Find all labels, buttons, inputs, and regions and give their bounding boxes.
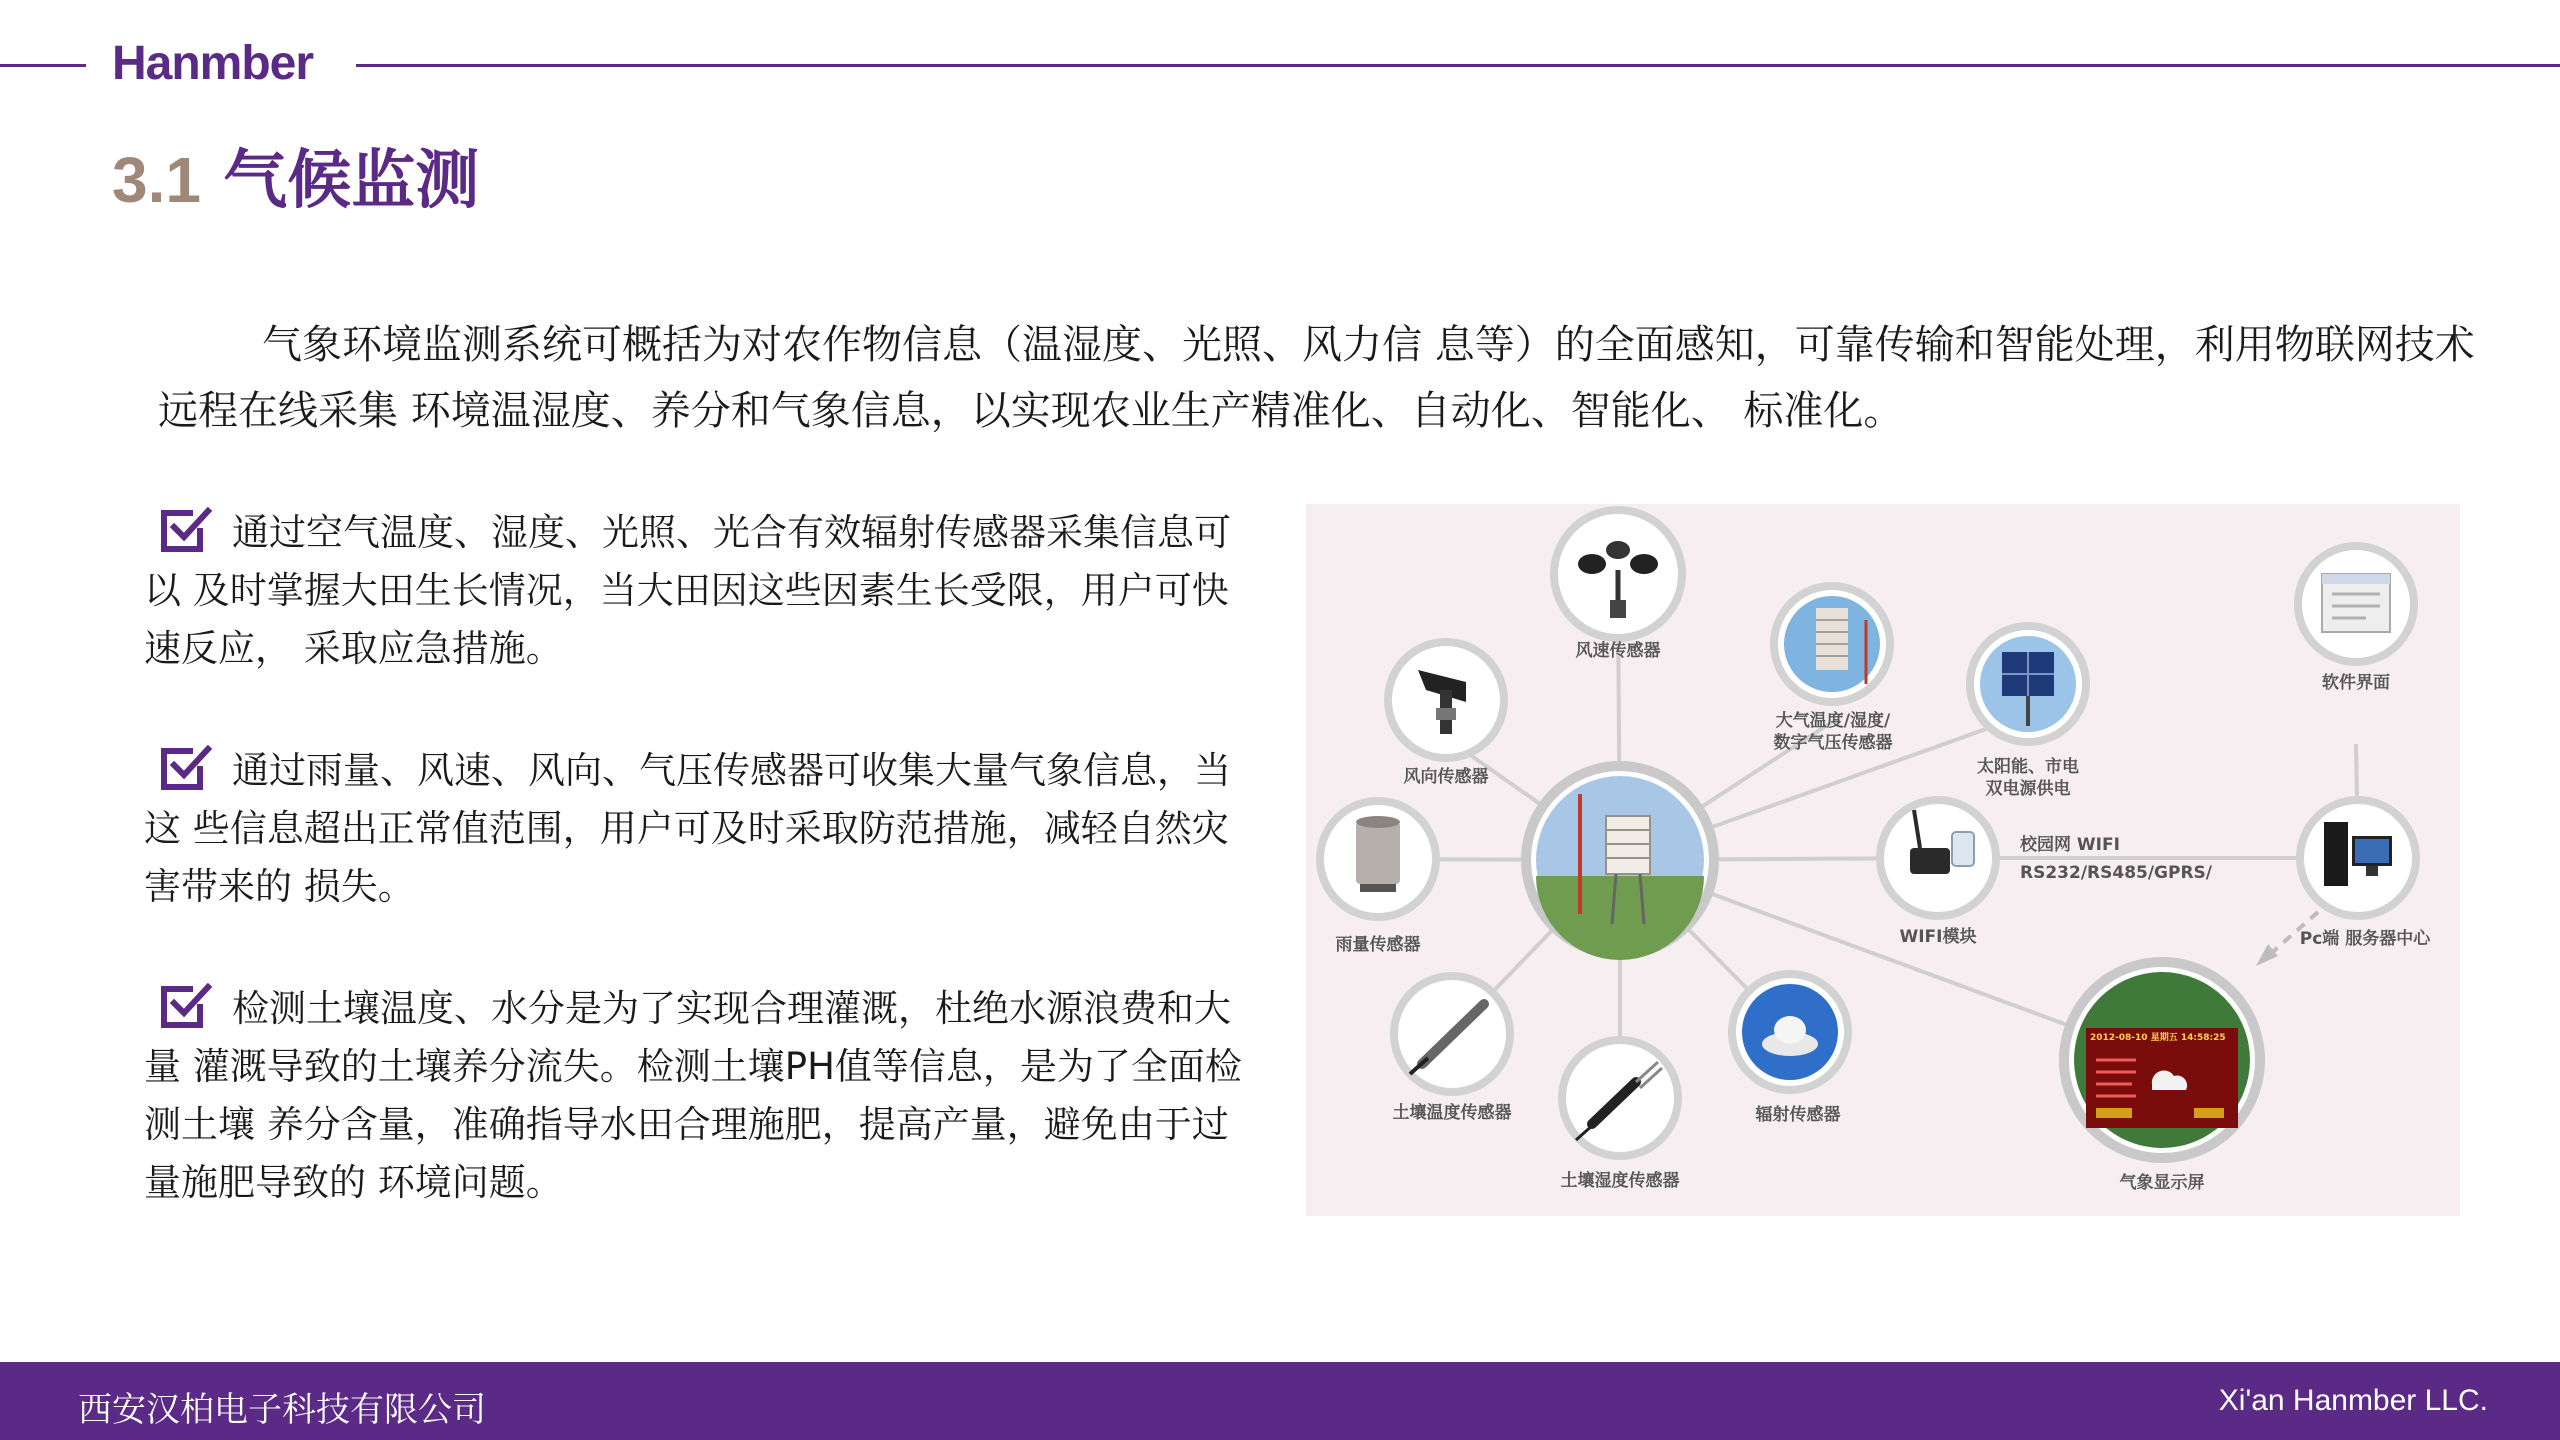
atmos-node xyxy=(1774,586,1890,702)
checkbox-icon xyxy=(160,983,214,1029)
label-soil-humidity: 土壤湿度传感器 xyxy=(1560,1171,1680,1191)
wifi-module-node xyxy=(1880,800,1996,916)
display-screen-text: 2012-08-10 星期五 14:58:25 xyxy=(2090,1033,2226,1043)
brand-logo: Hanmber xyxy=(112,37,314,90)
checkbox-icon xyxy=(160,507,214,553)
wind-direction-node xyxy=(1388,642,1504,758)
label-solar-line1: 太阳能、市电 xyxy=(1977,757,2079,777)
rain-node xyxy=(1320,801,1436,917)
section-number: 3.1 xyxy=(112,144,201,216)
label-wifi-module: WIFI模块 xyxy=(1899,927,1977,947)
bullet-text: 通过空气温度、湿度、光照、光合有效辐射传感器采集信息可以 及时掌握大田生长情况，当大田因这些因素生长受限，用户可快速反应， 采取应急措施。 xyxy=(144,511,1231,670)
radiation-node xyxy=(1732,974,1848,1090)
label-pc-server: Pc端 服务器中心 xyxy=(2299,929,2431,949)
bullet-text: 通过雨量、风速、风向、气压传感器可收集大量气象信息，当这 些信息超出正常值范围，用户可及时采取防范措施，减轻自然灾害带来的 损失。 xyxy=(144,749,1231,908)
bullet-text: 检测土壤温度、水分是为了实现合理灌溉，杜绝水源浪费和大量 灌溉导致的土壤养分流失。检测土壤PH值等信息，是为了全面检测土壤 养分含量，准确指导水田合理施肥，提高产量，避免由于过量施肥导致的 环境问题。 xyxy=(144,987,1242,1204)
intro-paragraph: 气象环境监测系统可概括为对农作物信息（温湿度、光照、风力信 息等）的全面感知，可靠传输和智能处理，利用物联网技术远程在线采集 环境温湿度、养分和气象信息，以实现农业生产精准化、自动化、智能化、 标准化。 xyxy=(158,322,2475,434)
soil-humidity-node xyxy=(1562,1040,1678,1156)
solar-node xyxy=(1970,626,2086,742)
bullet-item xyxy=(144,980,1254,1212)
footer-bar xyxy=(0,1362,2560,1440)
label-solar-line2: 双电源供电 xyxy=(1985,779,2071,799)
label-atmos-line2: 数字气压传感器 xyxy=(1773,733,1893,753)
label-software: 软件界面 xyxy=(2322,673,2390,693)
label-soil-temp: 土壤温度传感器 xyxy=(1392,1103,1512,1123)
arrow-head xyxy=(2256,944,2278,966)
label-rain: 雨量传感器 xyxy=(1335,935,1421,955)
bullet-item xyxy=(144,742,1254,916)
label-wind-direction: 风向传感器 xyxy=(1403,767,1489,787)
label-atmos-line1: 大气温度/湿度/ xyxy=(1775,711,1891,731)
pc-server-node xyxy=(2300,800,2416,916)
label-display: 气象显示屏 xyxy=(2119,1173,2205,1193)
checkbox-icon xyxy=(160,745,214,791)
header-rule-left xyxy=(0,64,86,67)
weather-station-node xyxy=(1526,766,1714,960)
software-ui-icon xyxy=(2322,574,2390,632)
rain-gauge-icon xyxy=(1356,816,1400,892)
section-title: 气候监测 xyxy=(223,144,480,218)
display-screen-node xyxy=(2064,962,2260,1158)
label-radiation: 辐射传感器 xyxy=(1755,1105,1841,1125)
software-node xyxy=(2298,546,2414,662)
bullet-item xyxy=(144,504,1254,678)
soil-temp-node xyxy=(1394,976,1510,1092)
system-diagram xyxy=(1306,504,2460,1216)
label-network-line1: 校园网 WIFI xyxy=(2020,835,2120,855)
page-title xyxy=(112,140,479,221)
label-wind-speed: 风速传感器 xyxy=(1575,641,1661,661)
label-network-line2: RS232/RS485/GPRS/ xyxy=(2020,863,2213,883)
footer-company-en: Xi'an Hanmber LLC. xyxy=(2218,1384,2488,1417)
bullet-list xyxy=(144,504,1254,1276)
wind-speed-node xyxy=(1554,510,1682,638)
footer-company-cn: 西安汉柏电子科技有限公司 xyxy=(78,1390,486,1430)
header-rule-right xyxy=(356,64,2560,67)
